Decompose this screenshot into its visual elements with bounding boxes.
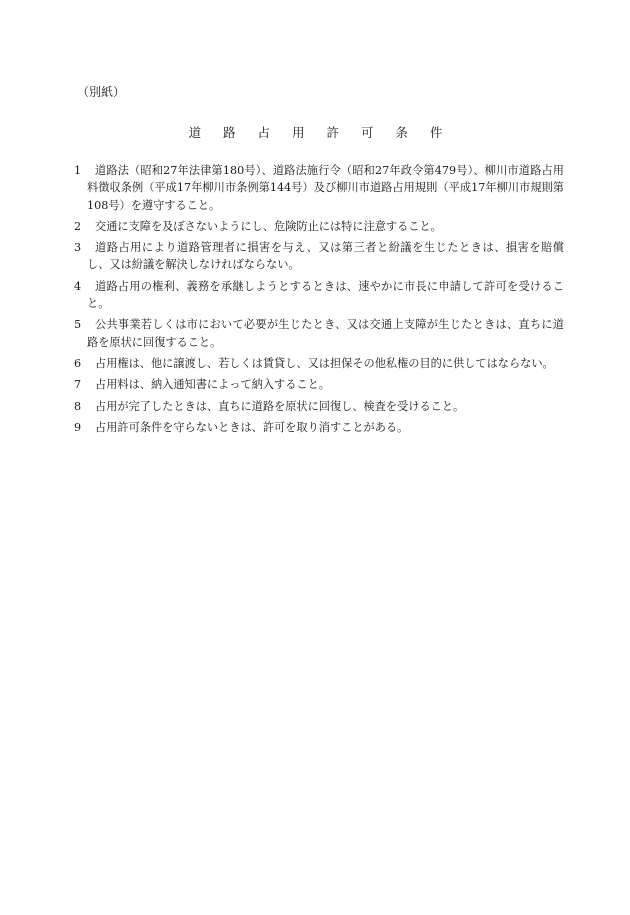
- condition-text: 公共事業若しくは市において必要が生じたとき、又は交通上支障が生じたときは、直ちに道路を原状に回復すること。: [87, 318, 564, 349]
- condition-item-3: [74, 239, 564, 274]
- condition-number: 7: [74, 378, 82, 392]
- condition-item-8: [74, 398, 564, 415]
- condition-item-2: [74, 218, 564, 235]
- condition-number: 6: [74, 356, 82, 370]
- conditions-list: [74, 162, 564, 440]
- condition-text: 道路占用により道路管理者に損害を与え、又は第三者と紛議を生じたときは、損害を賠償し、又は紛議を解決しなければならない。: [87, 241, 564, 272]
- attachment-label: （別紙）: [77, 85, 126, 99]
- condition-number: 8: [74, 399, 82, 413]
- condition-item-7: [74, 376, 564, 393]
- condition-text: 交通に支障を及ぼさないようにし、危険防止には特に注意すること。: [95, 219, 442, 233]
- condition-item-1: [74, 162, 564, 214]
- condition-number: 1: [74, 164, 82, 177]
- condition-item-5: [74, 316, 564, 351]
- condition-number: 2: [74, 219, 82, 233]
- condition-number: 3: [74, 241, 82, 255]
- condition-text: 道路占用の権利、義務を承継しようとするときは、速やかに市長に申請して許可を受けること。: [87, 279, 564, 311]
- condition-number: 4: [74, 279, 82, 293]
- condition-item-9: [74, 419, 564, 436]
- condition-text: 占用料は、納入通知書によって納入すること。: [95, 378, 330, 392]
- condition-text: 占用許可条件を守らないときは、許可を取り消すことがある。: [95, 420, 409, 434]
- condition-text: 道路法（昭和27年法律第180号）、道路法施行令（昭和27年政令第479号）、柳川市道路占用料徴収条例（平成17年柳川市条例第144号）及び柳川市道路占用規則（平成17年柳川市規則第108号）を遵守すること。: [87, 164, 564, 212]
- condition-text: 占用権は、他に譲渡し、若しくは賃貸し、又は担保その他私権の目的に供してはならない。: [95, 356, 554, 370]
- condition-text: 占用が完了したときは、直ちに道路を原状に回復し、検査を受けること。: [95, 399, 465, 413]
- condition-item-4: [74, 278, 564, 313]
- condition-number: 5: [74, 318, 82, 332]
- condition-number: 9: [74, 420, 82, 434]
- condition-item-6: [74, 355, 564, 372]
- document-title: 道 路 占 用 許 可 条 件: [188, 125, 452, 140]
